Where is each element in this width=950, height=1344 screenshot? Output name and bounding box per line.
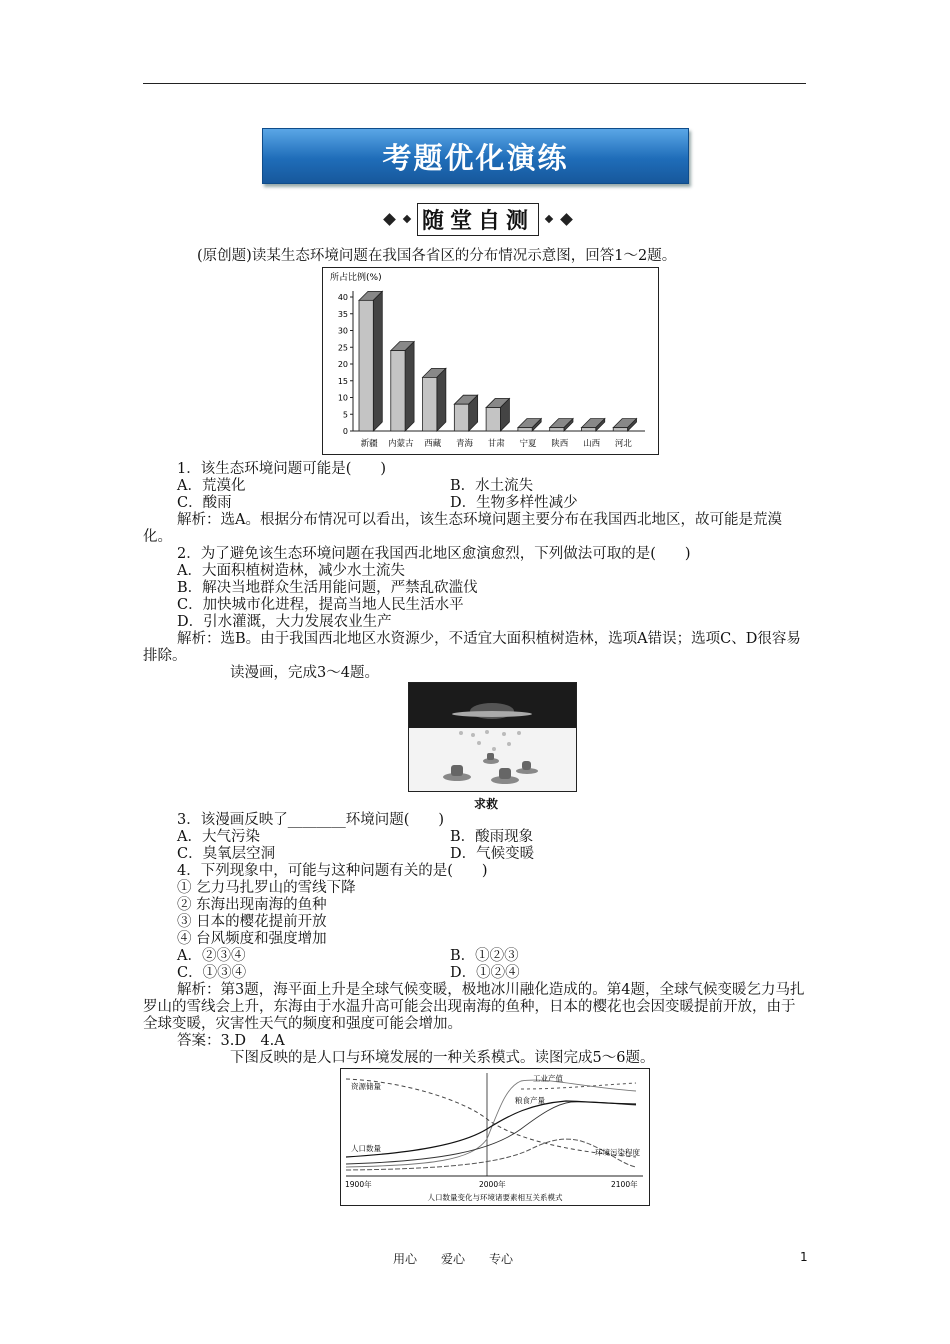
q1-stem: 1．该生态环境问题可能是( ): [177, 461, 387, 477]
intro-2: 读漫画，完成3～4题。: [230, 665, 379, 681]
y-tick-label: 40: [337, 293, 348, 302]
graph-caption: 人口数量变化与环境诸要素相互关系模式: [427, 1193, 563, 1202]
label-resources: 资源储量: [351, 1082, 381, 1091]
q4-item-1: ① 乞力马扎罗山的雪线下降: [177, 880, 356, 896]
bar: [550, 428, 564, 431]
intro-1: (原创题)读某生态环境问题在我国各省区的分布情况示意图，回答1～2题。: [197, 248, 677, 264]
x-label-2100: 2100年: [611, 1180, 638, 1189]
label-population: 人口数量: [351, 1144, 381, 1153]
q4-option-a[interactable]: A．②③④: [177, 948, 246, 964]
bar-side: [437, 368, 446, 431]
cartoon-caption: 求救: [474, 797, 499, 811]
q4-item-2: ② 东海出现南海的鱼种: [177, 897, 327, 913]
q4-option-d[interactable]: D．①②④: [450, 965, 520, 981]
q34-answer: 答案：3.D 4.A: [177, 1033, 285, 1049]
q2-stem: 2．为了避免该生态环境问题在我国西北地区愈演愈烈，下列做法可取的是( ): [177, 546, 691, 562]
cartoon-image: [408, 682, 577, 792]
q4-stem: 4．下列现象中，可能与这种问题有关的是( ): [177, 863, 488, 879]
category-label: 西藏: [424, 439, 442, 449]
section-banner: 考题优化演练: [262, 128, 689, 184]
category-label: 河北: [614, 439, 632, 449]
bar-side: [405, 342, 414, 431]
page-number: 1: [800, 1250, 808, 1264]
bar: [391, 351, 405, 431]
label-pollution: 环境污染程度: [595, 1148, 640, 1157]
resources-curve: [346, 1079, 636, 1157]
label-industry: 工业产值: [533, 1074, 563, 1083]
category-label: 山西: [583, 439, 601, 449]
q4-option-b[interactable]: B．①②③: [450, 948, 519, 964]
y-tick-label: 5: [342, 410, 348, 420]
y-tick-label: 35: [337, 309, 348, 319]
diamond-icon: [403, 215, 411, 223]
y-tick-label: 30: [337, 326, 348, 336]
intro-3: 下图反映的是人口与环境发展的一种关系模式。读图完成5～6题。: [230, 1050, 655, 1066]
q1-option-a[interactable]: A．荒漠化: [177, 478, 246, 494]
x-label-1900: 1900年: [345, 1180, 372, 1189]
subtitle-row: [348, 204, 608, 234]
q4-option-c[interactable]: C．①③④: [177, 965, 247, 981]
subtitle: 随堂自测: [417, 203, 539, 236]
industry-extension: [521, 1083, 636, 1089]
y-tick-label: 15: [337, 376, 348, 386]
bar-chart: [322, 267, 659, 455]
q1-option-b[interactable]: B．水土流失: [450, 478, 534, 494]
category-label: 宁夏: [519, 439, 537, 449]
q2-option-b[interactable]: B．解决当地群众生活用能问题，严禁乱砍滥伐: [177, 580, 478, 596]
y-tick-label: 0: [342, 427, 348, 436]
q1-analysis: 解析：选A。根据分布情况可以看出，该生态环境问题主要分布在我国西北地区，故可能是荒漠化。: [143, 512, 782, 545]
q3-option-a[interactable]: A．大气污染: [177, 829, 260, 845]
category-label: 陕西: [551, 439, 569, 449]
footer-text: 用心 爱心 专心: [393, 1252, 514, 1266]
category-label: 新疆: [360, 439, 378, 449]
bar: [423, 377, 437, 431]
bar: [486, 408, 500, 431]
diamond-icon: [545, 215, 553, 223]
bar-chart-svg: [323, 268, 658, 454]
q4-item-3: ③ 日本的樱花提前开放: [177, 914, 327, 930]
q34-analysis: 解析：第3题，海平面上升是全球气候变暖，极地冰川融化造成的。第4题，全球气候变暖乞力马扎罗山的雪线会上升，东海由于水温升高可能会出现南海的鱼种，日本的樱花也会因变暖提前开放，由于全球变暖，灾害性天气的频度和强度可能会增加。: [143, 982, 805, 1032]
q1-option-c[interactable]: C．酸雨: [177, 495, 232, 511]
q3-option-b[interactable]: B．酸雨现象: [450, 829, 534, 845]
category-label: 青海: [455, 439, 473, 449]
grain-curve: [346, 1102, 636, 1164]
q3-option-c[interactable]: C．臭氧层空洞: [177, 846, 276, 862]
label-grain: 粮食产量: [515, 1096, 545, 1105]
category-label: 内蒙古: [388, 439, 414, 449]
bar: [518, 428, 532, 431]
y-tick-label: 10: [337, 393, 348, 403]
bar: [454, 404, 468, 431]
diamond-icon: [383, 213, 396, 226]
x-label-2000: 2000年: [479, 1180, 506, 1189]
y-tick-label: 25: [337, 343, 348, 353]
diamond-icon: [560, 213, 573, 226]
bar: [581, 428, 595, 431]
relation-graph: [340, 1068, 650, 1206]
q2-option-c[interactable]: C．加快城市化进程，提高当地人民生活水平: [177, 597, 464, 613]
y-axis-label: 所占比例(%): [330, 273, 382, 283]
bar: [359, 300, 373, 431]
q2-option-d[interactable]: D．引水灌溉，大力发展农业生产: [177, 614, 392, 630]
q2-analysis: 解析：选B。由于我国西北地区水资源少，不适宜大面积植树造林，选项A错误；选项C、D很容易排除。: [143, 631, 801, 664]
q3-stem: 3．该漫画反映了________环境问题( ): [177, 812, 445, 828]
category-label: 甘肃: [487, 439, 505, 449]
header-rule: [143, 83, 806, 84]
bar-side: [373, 291, 382, 431]
q3-option-d[interactable]: D．气候变暖: [450, 846, 535, 862]
q2-option-a[interactable]: A．大面积植树造林，减少水土流失: [177, 563, 405, 579]
q1-option-d[interactable]: D．生物多样性减少: [450, 495, 578, 511]
bar: [613, 428, 627, 431]
q4-item-4: ④ 台风频度和强度增加: [177, 931, 327, 947]
y-tick-label: 20: [337, 360, 348, 369]
